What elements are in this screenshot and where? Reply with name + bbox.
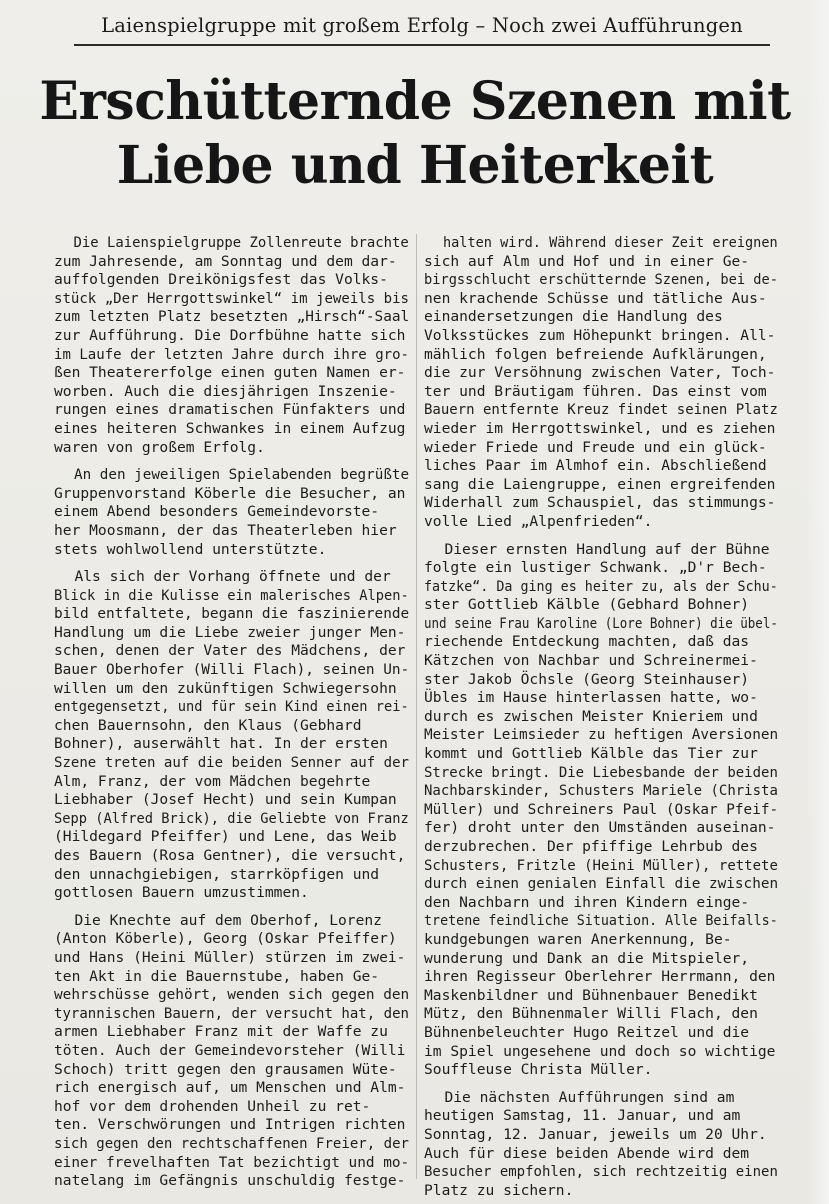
article-line: stets wohlwollend unterstützte. — [54, 540, 327, 558]
article-paragraph — [54, 466, 409, 559]
article-line: tyrannischen Bauern, der versucht hat, den — [54, 1004, 410, 1022]
article-line: und Hans (Heini Müller) stürzen im zwei- — [54, 948, 406, 966]
article-line: kundgebungen waren Anerkennung, Be- — [424, 930, 732, 948]
article-line: fer) droht unter den Umständen auseinan- — [424, 819, 776, 837]
article-line: Szene treten auf die beiden Senner auf der — [54, 754, 410, 772]
article-line: kommt und Gottlieb Kälble das Tier zur — [424, 745, 758, 763]
article-line: schen, denen der Vater des Mädchens, der — [54, 642, 406, 660]
article-line: Nachbarskinder, Schusters Mariele (Christa — [424, 782, 778, 800]
article-paragraph — [54, 912, 409, 1191]
article-line: entgegensetzt, und für sein Kind einen rei- — [54, 698, 409, 716]
article-line: Alm, Franz, der vom Mädchen begehrte — [54, 772, 371, 790]
article-line: birgsschlucht erschütternde Szenen, bei de- — [424, 271, 779, 289]
article-line: ster Jakob Öchsle (Georg Steinhauser) — [424, 670, 750, 688]
article-line: Die nächsten Aufführungen sind am — [444, 1088, 735, 1106]
article-line: stück „Der Herrgottswinkel“ im jeweils bis — [54, 289, 410, 307]
article-paragraph — [424, 234, 778, 532]
article-line: Als sich der Vorhang öffnete und der — [74, 568, 391, 586]
article-line: Bauern entfernte Kreuz findet seinen Platz — [424, 401, 778, 419]
article-line: sang die Laiengruppe, einen ergreifenden — [424, 475, 776, 493]
page-edge — [807, 0, 829, 1204]
article-paragraph — [424, 541, 778, 1080]
article-line: zur Aufführung. Die Dorfbühne hatte sich — [54, 326, 406, 344]
article-line: tretene feindliche Situation. Alle Beifalls- — [424, 912, 778, 930]
article-line: eines heiteren Schwankes in einem Aufzug — [54, 419, 406, 437]
article-line: wieder Friede und Freude und ein glück- — [424, 438, 767, 456]
article-line: Schusters, Fritzle (Heini Müller), rettete — [424, 856, 778, 874]
article-line: wunderung und Dank an die Mitspieler, — [424, 949, 750, 967]
article-line: Platz zu sichern. — [424, 1181, 574, 1199]
article-line: (Anton Köberle), Georg (Oskar Pfeiffer) — [54, 930, 397, 948]
headline-line-2: Liebe und Heiterkeit — [116, 135, 714, 196]
article-line: Mütz, den Bühnenmaler Willi Flach, den — [424, 1005, 758, 1023]
article-line: Volksstückes zum Höhepunkt bringen. All- — [424, 326, 776, 344]
article-line: rungen eines dramatischen Fünfakters und — [54, 401, 406, 419]
article-line: Bühnenbeleuchter Hugo Reitzel und die — [424, 1023, 750, 1041]
main-headline — [30, 70, 800, 198]
article-line: An den jeweiligen Spielabenden begrüßte — [73, 466, 410, 484]
article-line: Sonntag, 12. Januar, jeweils um 20 Uhr. — [424, 1125, 767, 1143]
article-line: Schoch) tritt gegen den grausamen Wüte- — [54, 1060, 397, 1078]
article-line: Souffleuse Christa Müller. — [424, 1061, 653, 1079]
article-line: ten Akt in die Bauernstube, haben Ge- — [54, 967, 380, 985]
article-line: im Laufe der letzten Jahre durch ihre gro- — [54, 345, 410, 363]
article-column-left — [54, 234, 409, 1191]
article-line: worben. Auch die diesjährigen Inszenie- — [54, 382, 397, 400]
article-line: ihren Regisseur Oberlehrer Herrmann, den — [424, 968, 776, 986]
article-line: Übles im Hause hinterlassen hatte, wo- — [424, 689, 758, 707]
article-line: riechende Entdeckung machten, daß das — [424, 633, 750, 651]
article-column-right — [424, 234, 778, 1200]
article-paragraph — [54, 568, 409, 903]
article-line: willen um den zukünftigen Schwiegersohn — [54, 679, 397, 697]
article-line: Müller) und Schreiners Paul (Oskar Pfeif- — [424, 800, 779, 818]
article-line: heutigen Samstag, 11. Januar, und am — [424, 1107, 741, 1125]
article-line: Besucher empfohlen, sich rechtzeitig einen — [424, 1163, 778, 1181]
article-line: Meister Leimsieder zu heftigen Aversionen — [424, 726, 779, 744]
article-line: den Nachbarn und ihren Kindern einge- — [424, 893, 750, 911]
article-line: Die Knechte auf dem Oberhof, Lorenz — [74, 911, 382, 929]
article-line: fatzke“. Da ging es heiter zu, als der Schu- — [424, 577, 778, 595]
article-line: ten. Verschwörungen und Intrigen richten — [54, 1116, 406, 1134]
article-line: folgte ein lustiger Schwank. „D'r Bech- — [424, 559, 767, 577]
article-line: waren von großem Erfolg. — [54, 438, 265, 456]
article-line: auffolgenden Dreikönigsfest das Volks- — [54, 271, 388, 289]
article-paragraph — [54, 234, 409, 457]
article-line: Auch für diese beiden Abende wird dem — [424, 1144, 750, 1162]
article-line: Sepp (Alfred Brick), die Geliebte von Franz — [54, 809, 409, 827]
article-line: (Hildegard Pfeiffer) und Lene, das Weib — [54, 828, 397, 846]
kicker-rule — [74, 44, 770, 46]
article-line: durch einen genialen Einfall die zwischen — [424, 875, 779, 893]
article-line: Kätzchen von Nachbar und Schreinermei- — [424, 652, 758, 670]
article-line: Handlung um die Liebe zweier junger Men- — [54, 623, 406, 641]
article-line: liches Paar im Almhof ein. Abschließend — [424, 457, 767, 475]
article-line: die zur Versöhnung zwischen Vater, Toch- — [424, 364, 776, 382]
article-line: sich gegen den rechtschaffenen Freier, der — [54, 1134, 410, 1152]
article-line: Widerhall zum Schauspiel, das stimmungs- — [424, 494, 776, 512]
article-line: im Spiel ungesehene und doch so wichtige — [424, 1042, 776, 1060]
article-line: ter und Bräutigam führen. Das einst vom — [424, 382, 767, 400]
article-line: Blick in die Kulisse ein malerisches Alpen- — [54, 586, 409, 604]
article-line: des Bauern (Rosa Gentner), die versucht, — [54, 847, 406, 864]
article-line: und seine Frau Karoline (Lore Bohner) die übel- — [424, 614, 778, 632]
article-line: natelang im Gefängnis unschuldig festge- — [54, 1172, 406, 1190]
article-line: sich auf Alm und Hof und in einer Ge- — [424, 252, 750, 270]
kicker-headline: Laienspielgruppe mit großem Erfolg – Noch zwei Aufführungen — [101, 14, 743, 37]
article-line: Gruppenvorstand Köberle die Besucher, an — [54, 484, 406, 502]
article-line: derzubrechen. Der pfiffige Lehrbub des — [424, 838, 758, 855]
article-line: einandersetzungen die Handlung des — [424, 308, 723, 326]
article-line: her Moosmann, der das Theaterleben hier — [54, 521, 397, 539]
article-line: töten. Auch der Gemeindevorsteher (Willi — [54, 1041, 406, 1059]
article-line: bild entfaltete, begann die faszinierende — [54, 605, 410, 623]
article-line: Maskenbildner und Bühnenbauer Benedikt — [424, 986, 758, 1004]
article-line: einer frevelhaften Tat bezichtigt und mo- — [54, 1153, 410, 1171]
article-line: Dieser ernsten Handlung auf der Bühne — [444, 540, 770, 558]
article-line: rich energisch auf, um Menschen und Alm- — [54, 1079, 406, 1097]
article-line: Strecke bringt. Die Liebesbande der beiden — [424, 763, 778, 781]
article-line: armen Liebhaber Franz mit der Waffe zu — [54, 1023, 388, 1041]
article-line: ster Gottlieb Kälble (Gebhard Bohner) — [424, 596, 750, 614]
article-line: volle Lied „Alpenfrieden“. — [424, 512, 653, 530]
article-line: wieder im Herrgottswinkel, und es ziehen — [424, 419, 776, 437]
article-line: zum letzten Platz besetzten „Hirsch“-Saal — [54, 308, 410, 326]
article-paragraph — [424, 1089, 778, 1201]
article-line: Liebhaber (Josef Hecht) und sein Kumpan — [54, 791, 397, 809]
article-line: ßen Theatererfolge einen guten Namen er- — [54, 364, 406, 382]
article-line: durch es zwischen Meister Knieriem und — [424, 707, 758, 725]
article-line: Bohner), auserwählt hat. In der ersten — [54, 735, 388, 753]
article-line: nen krachende Schüsse und tätliche Aus- — [424, 289, 767, 307]
article-line: den unnachgiebigen, starrköpfigen und — [54, 865, 380, 883]
article-line: zum Jahresende, am Sonntag und dem dar- — [54, 252, 397, 270]
article-line: hof vor dem drohenden Unheil zu ret- — [54, 1097, 371, 1115]
article-line: Bauer Oberhofer (Willi Flach), seinen Un- — [54, 661, 410, 679]
article-line: einem Abend besonders Gemeindevorste- — [54, 503, 380, 521]
article-line: gottlosen Bauern umzustimmen. — [54, 884, 309, 902]
article-line: wehrschüsse gehört, wenden sich gegen den — [54, 986, 410, 1004]
headline-line-1: Erschütternde Szenen mit — [39, 71, 791, 132]
column-divider — [416, 234, 417, 1179]
article-line: halten wird. Während dieser Zeit ereignen — [442, 234, 778, 251]
article-line: chen Bauernsohn, den Klaus (Gebhard — [54, 716, 362, 734]
article-line: mählich folgen befreiende Aufklärungen, — [424, 345, 767, 363]
article-line: Die Laienspielgruppe Zollenreute brachte — [73, 234, 409, 251]
